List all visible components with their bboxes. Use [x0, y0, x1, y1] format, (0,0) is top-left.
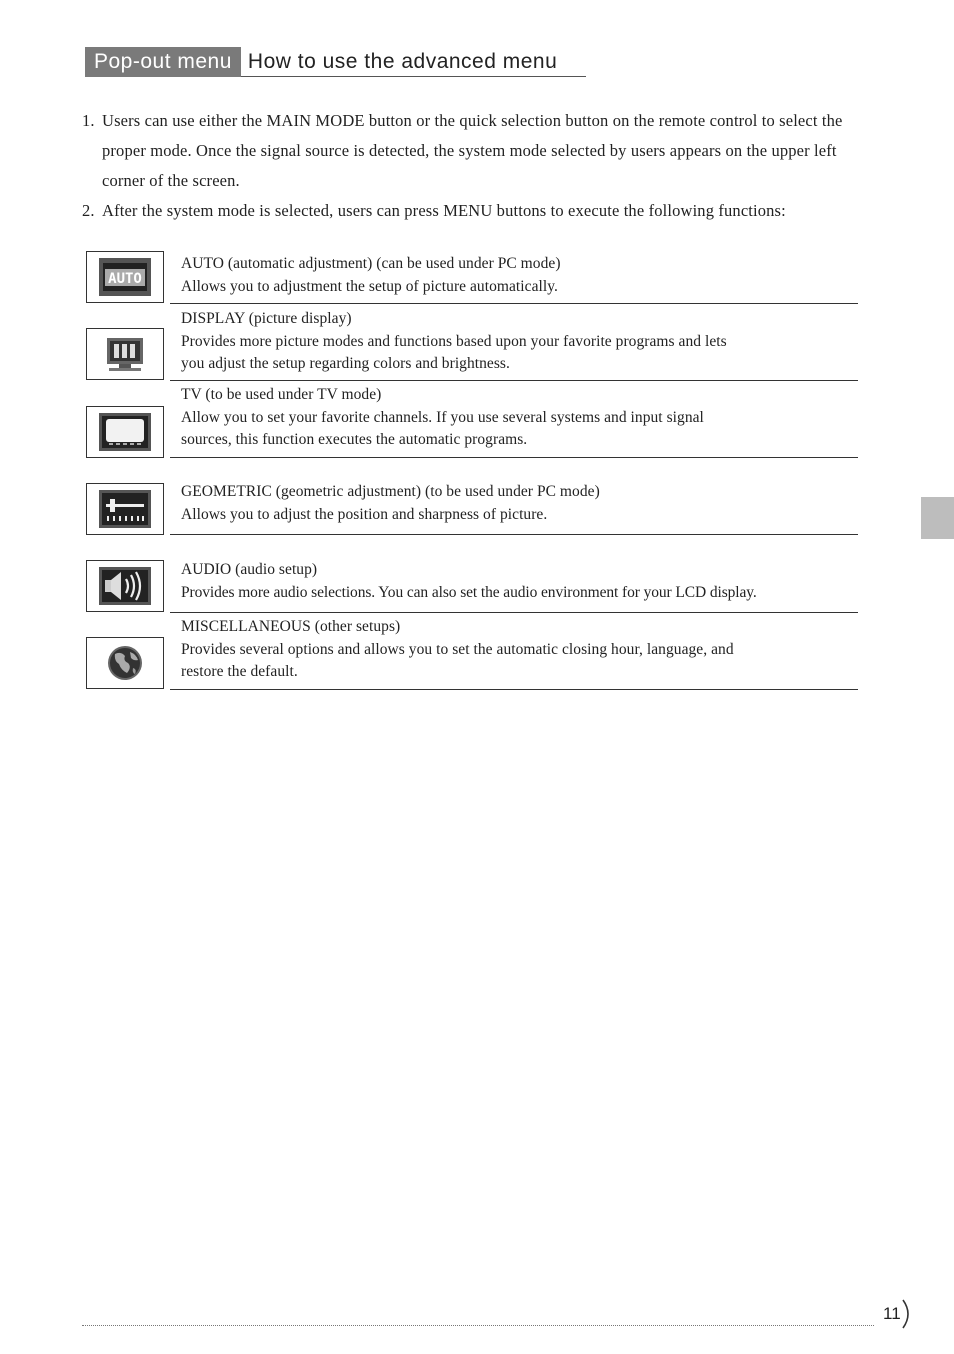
- menu-item-title: DISPLAY (picture display): [181, 310, 352, 327]
- menu-item-description: [170, 613, 858, 690]
- menu-item-description: [170, 251, 858, 304]
- menu-item-text: Allows you to adjust the position and sharpness of picture.: [181, 505, 548, 523]
- step-1: [82, 106, 882, 196]
- menu-item-title: AUTO (automatic adjustment) (can be used under PC mode): [181, 255, 561, 272]
- geometric-icon: [86, 483, 164, 535]
- auto-icon-text: AUTO: [108, 271, 142, 287]
- menu-item-description: [170, 535, 858, 613]
- menu-item-description: [170, 458, 858, 535]
- menu-item-description: [170, 381, 858, 458]
- step-number: 1.: [82, 111, 95, 130]
- page-number: 11: [883, 1304, 901, 1323]
- menu-item-text: sources, this function executes the automatic programs.: [181, 431, 528, 449]
- section-title: How to use the advanced menu: [241, 47, 586, 77]
- footer-divider: [82, 1325, 874, 1326]
- step-text: After the system mode is selected, users can press MENU buttons to execute the following functions:: [102, 201, 786, 220]
- menu-item-text: Provides more audio selections. You can also set the audio environment for your LCD display.: [181, 583, 757, 601]
- globe-icon: [86, 637, 164, 689]
- menu-item-text: Provides more picture modes and functions based upon your favorite programs and lets: [181, 332, 727, 350]
- instruction-steps: [82, 106, 882, 226]
- section-header: [85, 47, 586, 77]
- auto-icon: [86, 251, 164, 303]
- menu-item-text: restore the default.: [181, 663, 298, 681]
- menu-item-text: Provides several options and allows you to set the automatic closing hour, language, and: [181, 640, 734, 658]
- menu-item-title: MISCELLANEOUS (other setups): [181, 618, 401, 635]
- menu-item-text: Allow you to set your favorite channels. If you use several systems and input signal: [181, 408, 704, 426]
- chapter-tab: [921, 497, 954, 539]
- menu-item-description: [170, 304, 858, 381]
- audio-icon: [86, 560, 164, 612]
- menu-item-title: AUDIO (audio setup): [181, 561, 318, 578]
- step-text: Users can use either the MAIN MODE button or the quick selection button on the remote control to select the proper mode. Once the signal source is detected, the system mode selected by users appears on the upper left corner of the screen.: [102, 111, 843, 190]
- tv-icon: [86, 406, 164, 458]
- section-tag: Pop-out menu: [85, 47, 241, 77]
- step-number: 2.: [82, 201, 95, 220]
- menu-item-text: you adjust the setup regarding colors and brightness.: [181, 355, 510, 373]
- menu-item-title: GEOMETRIC (geometric adjustment) (to be used under PC mode): [181, 483, 600, 500]
- menu-item-text: Allows you to adjustment the setup of picture automatically.: [181, 277, 558, 295]
- display-icon: [86, 328, 164, 380]
- menu-item-title: TV (to be used under TV mode): [181, 386, 382, 403]
- step-2: [82, 196, 882, 226]
- page-bracket-icon: [900, 1298, 914, 1330]
